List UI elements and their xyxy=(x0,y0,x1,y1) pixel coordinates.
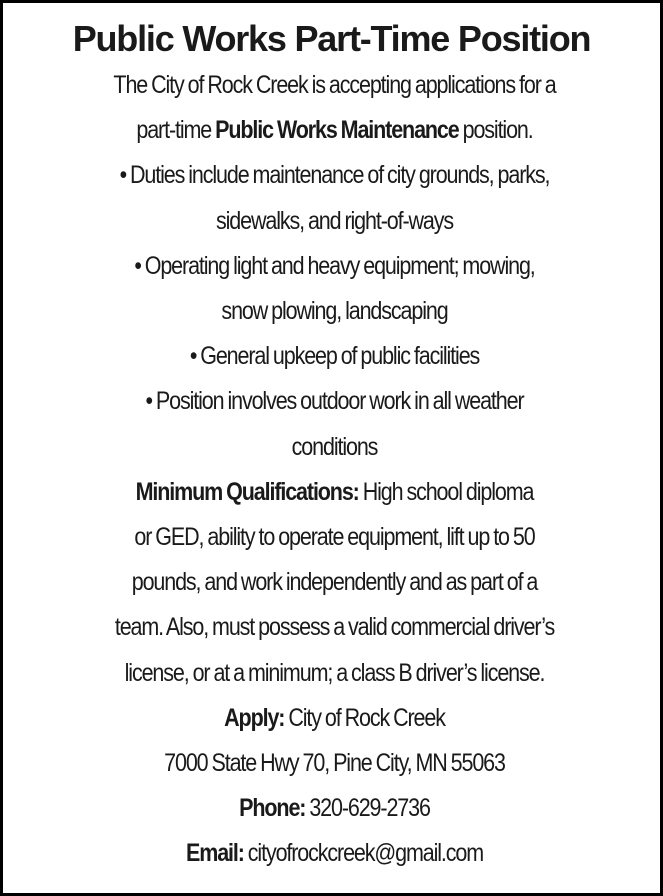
duty-1-line-2: sidewalks, and right-of-ways xyxy=(215,206,454,235)
phone-label: Phone: xyxy=(239,794,306,823)
qualifications-line-3: pounds, and work independently and as part of a xyxy=(131,568,538,597)
qualifications-line-2: or GED, ability to operate equipment, lift up to 50 xyxy=(134,523,535,552)
intro-suffix: position. xyxy=(458,116,533,145)
apply-name: City of Rock Creek xyxy=(284,703,445,732)
duty-2-line-1: • Operating light and heavy equipment; mowing, xyxy=(134,251,535,280)
intro-prefix: part-time xyxy=(136,116,216,145)
qualifications-text: High school diploma xyxy=(358,477,534,506)
apply-address: 7000 State Hwy 70, Pine City, MN 55063 xyxy=(164,749,505,778)
email-line xyxy=(14,831,655,876)
posting-body xyxy=(14,63,655,877)
qualifications-label: Minimum Qualifications: xyxy=(135,477,359,506)
phone-line xyxy=(14,786,655,831)
apply-label: Apply: xyxy=(224,703,285,732)
duty-3-line-1: • General upkeep of public facilities xyxy=(189,342,480,371)
position-name: Public Works Maintenance xyxy=(215,116,459,145)
posting-title: Public Works Part-Time Position xyxy=(72,18,591,59)
apply-line xyxy=(14,696,655,741)
duty-4-line-1: • Position involves outdoor work in all weather xyxy=(145,387,524,416)
qualifications-line-1 xyxy=(14,470,655,515)
duty-2-line-2: snow plowing, landscaping xyxy=(221,297,448,326)
phone-value: 320-629-2736 xyxy=(305,794,430,823)
qualifications-line-5: license, or at a minimum; a class B driver’s license. xyxy=(124,658,545,687)
duty-1-line-1: • Duties include maintenance of city grounds, parks, xyxy=(119,161,550,190)
qualifications-line-4: team. Also, must possess a valid commercial driver’s xyxy=(114,613,555,642)
intro-line-1: The City of Rock Creek is accepting applications for a xyxy=(113,71,556,99)
duty-4-line-2: conditions xyxy=(291,432,378,461)
email-value: cityofrockcreek@gmail.com xyxy=(243,839,484,868)
email-label: Email: xyxy=(185,839,244,868)
intro-line-2 xyxy=(14,108,655,153)
